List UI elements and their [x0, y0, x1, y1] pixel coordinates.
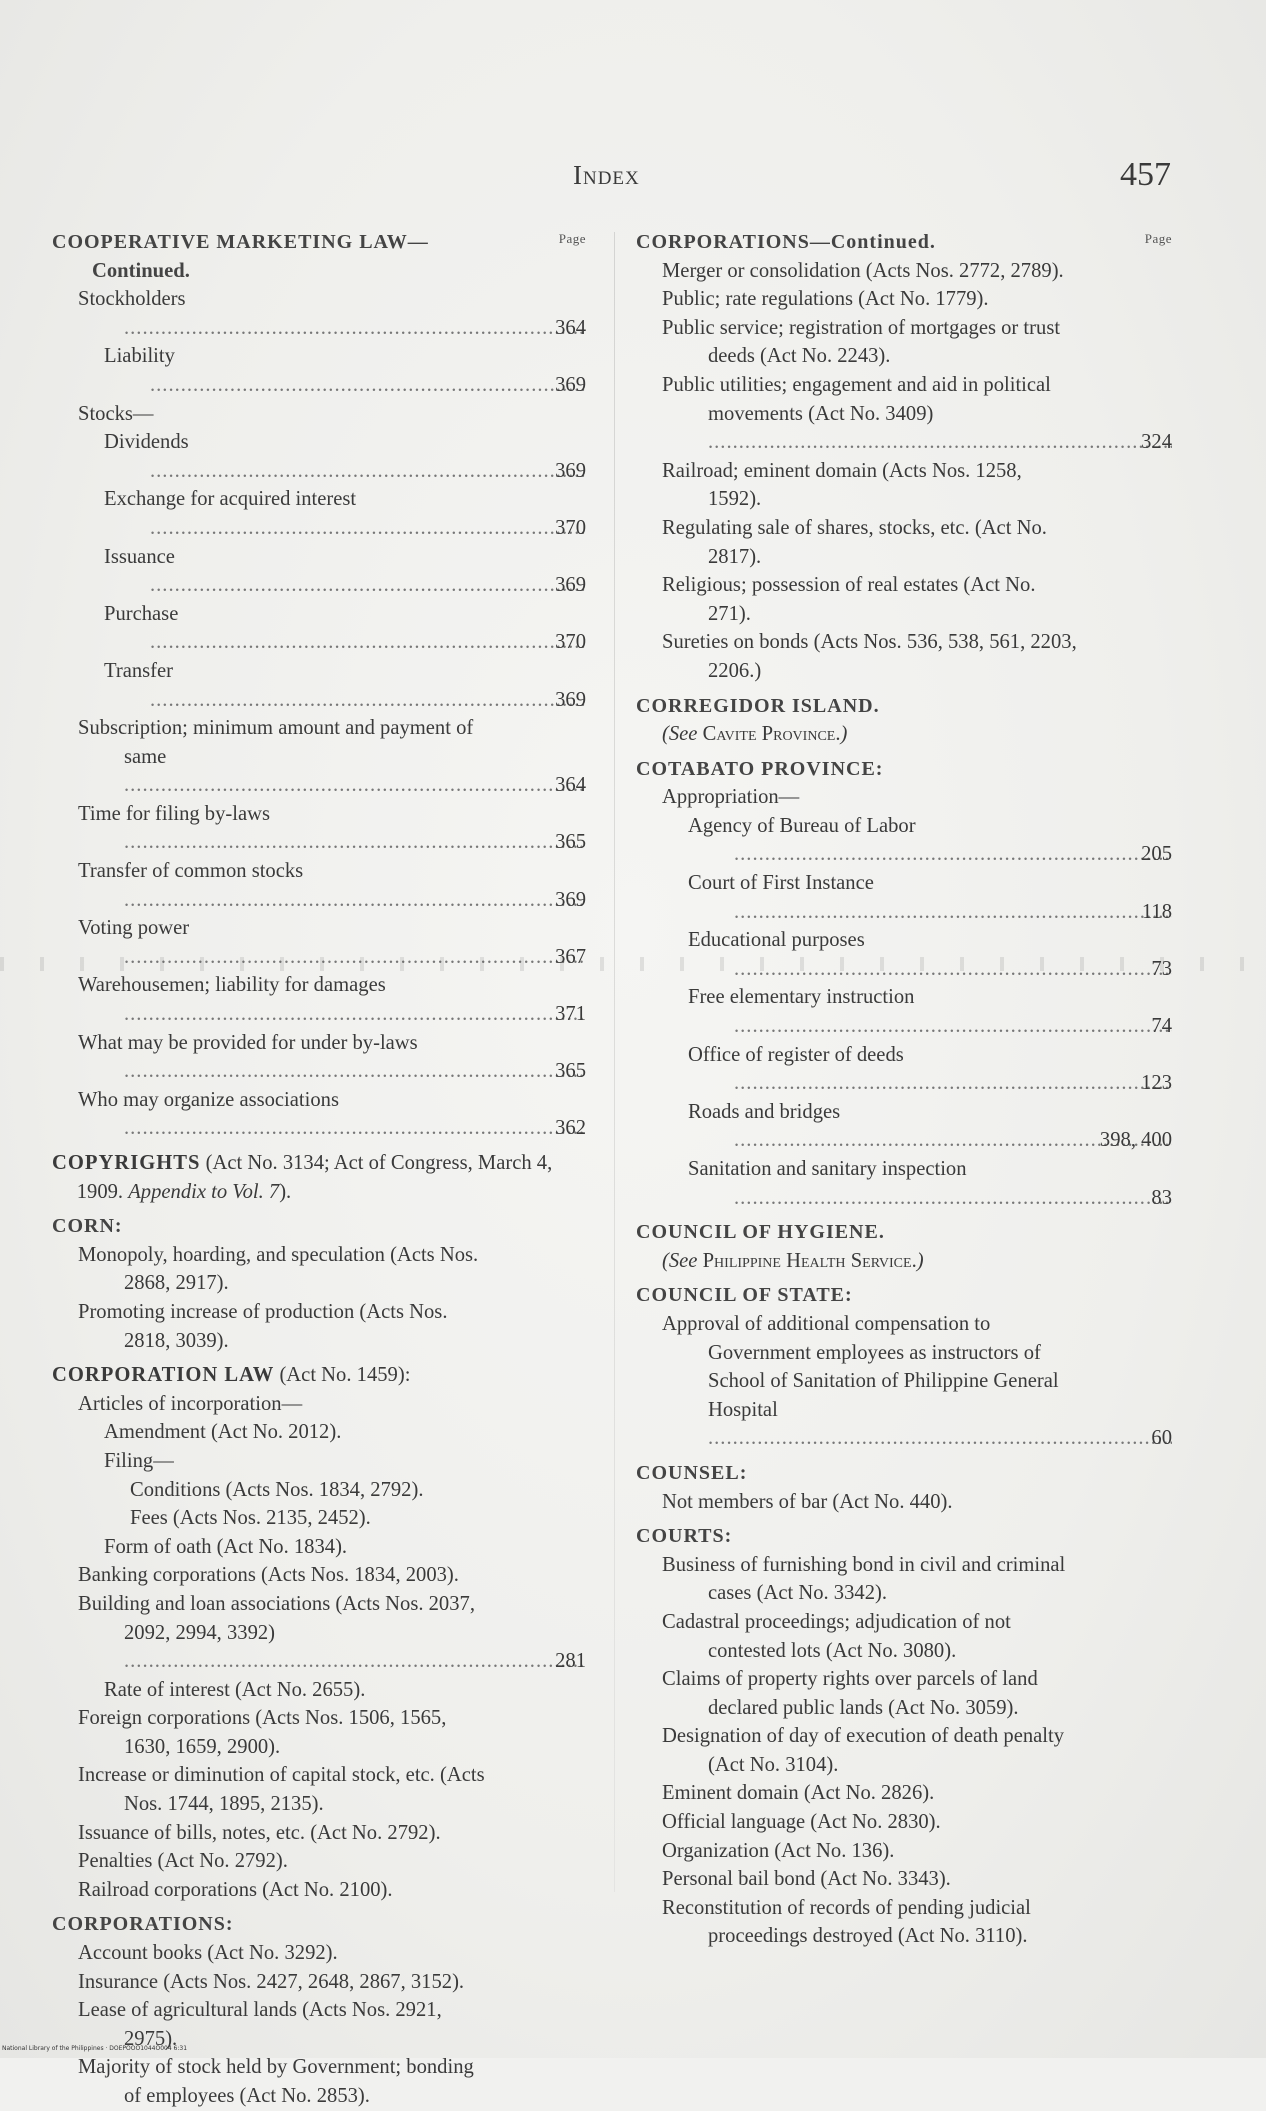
index-entry — [636, 514, 1172, 571]
index-heading: COTABATO PROVINCE: — [636, 757, 884, 780]
index-entry — [636, 1779, 1172, 1808]
index-entry — [52, 1418, 586, 1447]
entry-text — [636, 571, 1172, 628]
entry-label: Railroad corporations (Act No. 2100). — [78, 1878, 393, 1901]
entry-text — [52, 1590, 586, 1676]
index-entry — [52, 1086, 586, 1143]
index-entry — [52, 1704, 586, 1761]
entry-label: Issuance of bills, notes, etc. (Act No. 2792). — [78, 1821, 441, 1844]
entry-text — [636, 1310, 1172, 1453]
dot-leader — [734, 1187, 1172, 1209]
dot-leader — [150, 374, 586, 396]
entry-text — [52, 400, 586, 429]
index-entry — [52, 1590, 586, 1676]
entry-label: Transfer — [104, 659, 174, 682]
entry-text — [52, 1704, 586, 1761]
entry-text — [52, 971, 586, 1028]
index-entry — [636, 1665, 1172, 1722]
entry-label: Stockholders — [78, 288, 186, 311]
index-entry — [52, 1476, 586, 1505]
heading-reference: (Act No. 1459): — [274, 1364, 411, 1387]
heading-reference: (Act No. 3134; Act of Congress, March 4, 1909. — [76, 1152, 553, 1203]
index-heading — [52, 1149, 586, 1206]
entry-label: Sureties on bonds (Acts Nos. 536, 538, 561, 2203, 2206.) — [662, 631, 1077, 682]
dot-leader — [124, 946, 586, 968]
entry-label: Rate of interest (Act No. 2655). — [104, 1678, 366, 1701]
entry-label: Banking corporations (Acts Nos. 1834, 2003). — [78, 1564, 459, 1587]
entry-text — [52, 1418, 586, 1447]
entry-text — [636, 1722, 1172, 1779]
index-heading: COUNSEL: — [636, 1461, 748, 1484]
entry-text — [636, 1865, 1172, 1894]
entry-text — [52, 714, 586, 800]
entry-text — [636, 1488, 1172, 1517]
index-entry — [52, 1876, 586, 1905]
entry-text — [636, 1665, 1172, 1722]
dot-leader — [734, 901, 1172, 923]
entry-text — [52, 428, 586, 485]
entry-text — [52, 1533, 586, 1562]
index-entry — [636, 983, 1172, 1040]
index-entry — [52, 657, 586, 714]
entry-label: Sanitation and sanitary inspection — [688, 1158, 967, 1180]
heading-term: CORPORATION LAW — [52, 1364, 275, 1387]
see-reference: (See Cavite Province.) — [662, 723, 848, 746]
entry-label: Insurance (Acts Nos. 2427, 2648, 2867, 3152). — [78, 1970, 465, 1993]
page-reference: 362 — [555, 1117, 586, 1140]
entry-text — [52, 1504, 586, 1533]
see-label: See — [668, 723, 698, 746]
index-entry — [636, 571, 1172, 628]
page-reference: 123 — [1141, 1072, 1172, 1095]
entry-label: Organization (Act No. 136). — [662, 1839, 895, 1862]
entry-text — [636, 457, 1172, 514]
see-target: Cavite Province. — [702, 723, 841, 746]
heading-reference-tail: ). — [279, 1180, 292, 1203]
entry-text — [52, 657, 586, 714]
entry-label: Foreign corporations (Acts Nos. 1506, 1565, 1630, 1659, 2900). — [78, 1707, 447, 1758]
entry-label: Transfer of common stocks — [78, 860, 304, 883]
page-reference: 365 — [555, 831, 586, 854]
entry-text — [52, 1447, 586, 1476]
index-heading: COURTS: — [636, 1525, 733, 1548]
entry-label: Monopoly, hoarding, and speculation (Acts Nos. 2868, 2917). — [78, 1243, 479, 1295]
page-reference: 369 — [555, 373, 586, 396]
entry-text — [52, 1676, 586, 1705]
index-entry — [636, 314, 1172, 371]
index-entry — [52, 1390, 586, 1419]
entry-label: Increase or diminution of capital stock, etc. (Acts Nos. 1744, 1895, 2135). — [78, 1764, 485, 1816]
entry-label: Filing— — [104, 1449, 174, 1472]
index-heading — [52, 1361, 586, 1390]
index-heading: COUNCIL OF HYGIENE. — [636, 1221, 885, 1244]
page-reference: 73 — [1151, 957, 1172, 980]
entry-label: Penalties (Act No. 2792). — [78, 1850, 288, 1873]
entry-text — [636, 1608, 1172, 1665]
index-entry — [52, 1847, 586, 1876]
index-entry — [636, 869, 1172, 926]
entry-text — [52, 1241, 586, 1298]
page-reference: 74 — [1151, 1015, 1172, 1038]
page-reference: 118 — [1141, 900, 1172, 923]
entry-text — [52, 600, 586, 657]
page-column-label: Page — [558, 231, 586, 246]
index-entry — [52, 1298, 586, 1355]
page-reference: 281 — [555, 1650, 586, 1673]
entry-label: Majority of stock held by Government; bonding of employees (Act No. 2853). — [78, 2056, 474, 2107]
entry-label: Articles of incorporation— — [78, 1392, 303, 1415]
index-entry — [52, 342, 586, 399]
entry-label: Amendment (Act No. 2012). — [104, 1421, 342, 1444]
entry-label: Free elementary instruction — [688, 986, 915, 1009]
page-reference: 371 — [555, 1003, 586, 1026]
dot-leader — [734, 1015, 1172, 1037]
entry-text — [636, 514, 1172, 571]
entry-label: Stocks— — [78, 402, 154, 425]
entry-text — [636, 371, 1172, 457]
entry-label: Religious; possession of real estates (Act No. 271). — [662, 574, 1036, 625]
index-entry — [52, 600, 586, 657]
page-reference: 398, 400 — [1099, 1129, 1172, 1152]
entry-text — [52, 1819, 586, 1848]
index-entry — [636, 628, 1172, 685]
entry-label: Not members of bar (Act No. 440). — [662, 1490, 953, 1513]
index-entry — [52, 400, 586, 429]
page-reference: 364 — [555, 774, 586, 797]
index-entry — [52, 1761, 586, 1818]
entry-label: Regulating sale of shares, stocks, etc. (Act No. 2817). — [662, 516, 1047, 568]
entry-label: Railroad; eminent domain (Acts Nos. 1258, 1592). — [662, 459, 1022, 511]
entry-label: Voting power — [78, 917, 190, 940]
running-head — [0, 156, 1266, 200]
footer-stamp: National Library of the Philippines · DOEPOOO1044O004 6:31 — [2, 2045, 188, 2052]
entry-text — [52, 485, 586, 542]
entry-text — [636, 812, 1172, 869]
index-heading: CORN: — [52, 1215, 123, 1238]
entry-text — [636, 628, 1172, 685]
entry-label: Exchange for acquired interest — [104, 488, 357, 511]
index-heading: CORPORATIONS: — [52, 1913, 234, 1936]
page-reference: 367 — [555, 945, 586, 968]
dot-leader — [734, 958, 1172, 980]
index-entry — [636, 1808, 1172, 1837]
entry-label: Purchase — [104, 602, 179, 625]
see-label: See — [668, 1249, 698, 1272]
entry-text — [52, 285, 586, 342]
entry-label: Agency of Bureau of Labor — [688, 814, 916, 837]
index-entry — [636, 457, 1172, 514]
entry-text — [52, 1298, 586, 1355]
dot-leader — [124, 831, 586, 853]
index-entry — [636, 1865, 1172, 1894]
entry-label: Cadastral proceedings; adjudication of not contested lots (Act No. 3080). — [662, 1610, 1011, 1662]
index-entry — [52, 1241, 586, 1298]
index-entry — [52, 428, 586, 485]
entry-text — [636, 926, 1172, 983]
index-heading: COUNCIL OF STATE: — [636, 1284, 853, 1307]
entry-text — [52, 857, 586, 914]
entry-label: Office of register of deeds — [688, 1043, 904, 1066]
page-reference: 324 — [1141, 431, 1172, 454]
entry-text — [636, 783, 1172, 812]
continued-label: Continued. — [92, 259, 190, 282]
entry-label: Official language (Act No. 2830). — [662, 1811, 941, 1834]
entry-label: Merger or consolidation (Acts Nos. 2772, 2789). — [662, 259, 1064, 282]
entry-label: Public; rate regulations (Act No. 1779). — [662, 288, 989, 311]
entry-text — [52, 1561, 586, 1590]
entry-label: Educational purposes — [688, 929, 865, 952]
entry-label: Form of oath (Act No. 1834). — [104, 1535, 348, 1558]
dot-leader — [734, 843, 1172, 865]
column-divider — [614, 232, 615, 1892]
index-heading: CORREGIDOR ISLAND. — [636, 694, 880, 717]
entry-text — [636, 1155, 1172, 1212]
dot-leader — [124, 1060, 586, 1082]
entry-label: Claims of property rights over parcels of land declared public lands (Act No. 3059). — [662, 1668, 1038, 1719]
dot-leader — [124, 1117, 586, 1139]
index-entry — [52, 285, 586, 342]
entry-text — [636, 1808, 1172, 1837]
dot-leader — [708, 431, 1172, 453]
entry-text — [52, 1847, 586, 1876]
dot-leader — [124, 1003, 586, 1025]
index-entry — [636, 812, 1172, 869]
page-reference: 205 — [1141, 843, 1172, 866]
page-reference: 370 — [555, 516, 586, 539]
entry-text — [52, 342, 586, 399]
entry-label: Subscription; minimum amount and payment of same — [78, 717, 474, 768]
index-entry — [52, 2053, 586, 2110]
index-entry — [52, 1676, 586, 1705]
page-reference: 369 — [555, 888, 586, 911]
entry-label: Personal bail bond (Act No. 3343). — [662, 1868, 951, 1891]
entry-label: Reconstitution of records of pending judicial proceedings destroyed (Act No. 3110). — [662, 1896, 1031, 1948]
entry-label: Liability — [104, 345, 175, 368]
dot-leader — [150, 517, 586, 539]
entry-text — [52, 1390, 586, 1419]
index-entry — [636, 1155, 1172, 1212]
page-number: 457 — [1120, 156, 1171, 193]
entry-label: Promoting increase of production (Acts Nos. 2818, 3039). — [78, 1300, 448, 1352]
entry-label: Conditions (Acts Nos. 1834, 2792). — [130, 1478, 424, 1501]
entry-text — [52, 1939, 586, 1968]
index-column-right — [636, 222, 1172, 1951]
index-entry — [636, 1722, 1172, 1779]
index-entry — [636, 257, 1172, 286]
page-reference: 369 — [555, 574, 586, 597]
entry-label: Building and loan associations (Acts Nos. 2037, 2092, 2994, 3392) — [78, 1592, 475, 1644]
index-entry — [636, 1608, 1172, 1665]
page-reference: 364 — [555, 316, 586, 339]
entry-text — [52, 1876, 586, 1905]
page-reference: 83 — [1151, 1186, 1172, 1209]
dot-leader — [734, 1072, 1172, 1094]
entry-label: Who may organize associations — [78, 1088, 339, 1111]
index-entry — [52, 1447, 586, 1476]
entry-text — [52, 914, 586, 971]
index-entry — [52, 800, 586, 857]
entry-text — [636, 1041, 1172, 1098]
page-column-label: Page — [1144, 231, 1172, 246]
page-reference: 60 — [1151, 1427, 1172, 1450]
index-entry — [636, 1310, 1172, 1453]
index-entry — [52, 1504, 586, 1533]
entry-label: Warehousemen; liability for damages — [78, 974, 386, 997]
entry-label: Dividends — [104, 431, 189, 454]
entry-text — [636, 314, 1172, 371]
page-reference: 369 — [555, 688, 586, 711]
entry-label: Court of First Instance — [688, 872, 874, 895]
entry-text — [52, 800, 586, 857]
index-entry — [636, 1488, 1172, 1517]
dot-leader — [150, 631, 586, 653]
see-reference: (See Philippine Health Service.) — [662, 1249, 924, 1272]
entry-label: Lease of agricultural lands (Acts Nos. 2921, 2975). — [78, 1999, 442, 2050]
entry-label: Fees (Acts Nos. 2135, 2452). — [130, 1507, 371, 1530]
entry-text — [52, 1968, 586, 1997]
dot-leader — [150, 689, 586, 711]
entry-text — [52, 1029, 586, 1086]
entry-text — [636, 983, 1172, 1040]
entry-text — [636, 285, 1172, 314]
index-entry — [52, 1819, 586, 1848]
dot-leader — [124, 317, 586, 339]
entry-text — [52, 2053, 586, 2110]
entry-text — [52, 1761, 586, 1818]
entry-label: Approval of additional compensation to Government employees as instructors of School of Sanitation of Philippine General Hospital — [662, 1312, 1059, 1421]
page-reference: 370 — [555, 631, 586, 654]
entry-label: Public service; registration of mortgages or trust deeds (Act No. 2243). — [662, 316, 1061, 368]
entry-label: Time for filing by-laws — [78, 802, 271, 825]
entry-label: Account books (Act No. 3292). — [78, 1942, 338, 1965]
entry-text — [636, 1837, 1172, 1866]
dot-leader — [708, 1427, 1172, 1449]
index-entry — [636, 1837, 1172, 1866]
entry-label: Roads and bridges — [688, 1100, 841, 1123]
entry-text — [52, 543, 586, 600]
dot-leader — [150, 574, 586, 596]
dot-leader — [124, 1650, 586, 1672]
heading-term: COPYRIGHTS — [52, 1152, 201, 1174]
entry-label: Appropriation— — [662, 786, 800, 809]
index-entry — [636, 285, 1172, 314]
index-heading: CORPORATIONS—Continued. — [636, 231, 936, 253]
dot-leader — [124, 774, 586, 796]
index-entry — [52, 971, 586, 1028]
index-entry — [52, 1029, 586, 1086]
entry-text — [636, 1098, 1172, 1155]
entry-text — [636, 1779, 1172, 1808]
index-entry — [636, 1098, 1172, 1155]
entry-label: Public utilities; engagement and aid in political movements (Act No. 3409) — [662, 373, 1051, 425]
dot-leader — [124, 889, 586, 911]
entry-label: What may be provided for under by-laws — [78, 1031, 418, 1054]
running-title: Index — [573, 160, 640, 190]
entry-text — [52, 1086, 586, 1143]
index-entry — [52, 1939, 586, 1968]
index-entry — [52, 1968, 586, 1997]
index-entry — [52, 543, 586, 600]
page-reference: 369 — [555, 459, 586, 482]
index-entry — [636, 926, 1172, 983]
entry-text — [52, 1476, 586, 1505]
index-entry — [52, 1561, 586, 1590]
index-entry — [52, 1533, 586, 1562]
page-reference: 365 — [555, 1060, 586, 1083]
index-entry — [636, 371, 1172, 457]
entry-label: Eminent domain (Act No. 2826). — [662, 1782, 935, 1805]
heading-reference-italic: Appendix to Vol. 7 — [128, 1180, 280, 1203]
index-heading: COOPERATIVE MARKETING LAW— — [52, 231, 429, 253]
index-entry — [52, 485, 586, 542]
index-entry — [52, 857, 586, 914]
index-column-left — [52, 222, 586, 2111]
index-entry — [52, 714, 586, 800]
dot-leader — [150, 460, 586, 482]
index-entry — [636, 783, 1172, 812]
entry-label: Designation of day of execution of death penalty (Act No. 3104). — [662, 1725, 1065, 1776]
entry-label: Issuance — [104, 545, 175, 568]
entry-text — [636, 869, 1172, 926]
index-entry — [636, 1894, 1172, 1951]
entry-text — [636, 257, 1172, 286]
see-target: Philippine Health Service. — [702, 1249, 917, 1272]
entry-text — [636, 1551, 1172, 1608]
index-entry — [636, 1041, 1172, 1098]
index-entry — [636, 1551, 1172, 1608]
entry-text — [636, 1894, 1172, 1951]
index-entry — [52, 914, 586, 971]
entry-label: Business of furnishing bond in civil and criminal cases (Act No. 3342). — [662, 1553, 1066, 1605]
